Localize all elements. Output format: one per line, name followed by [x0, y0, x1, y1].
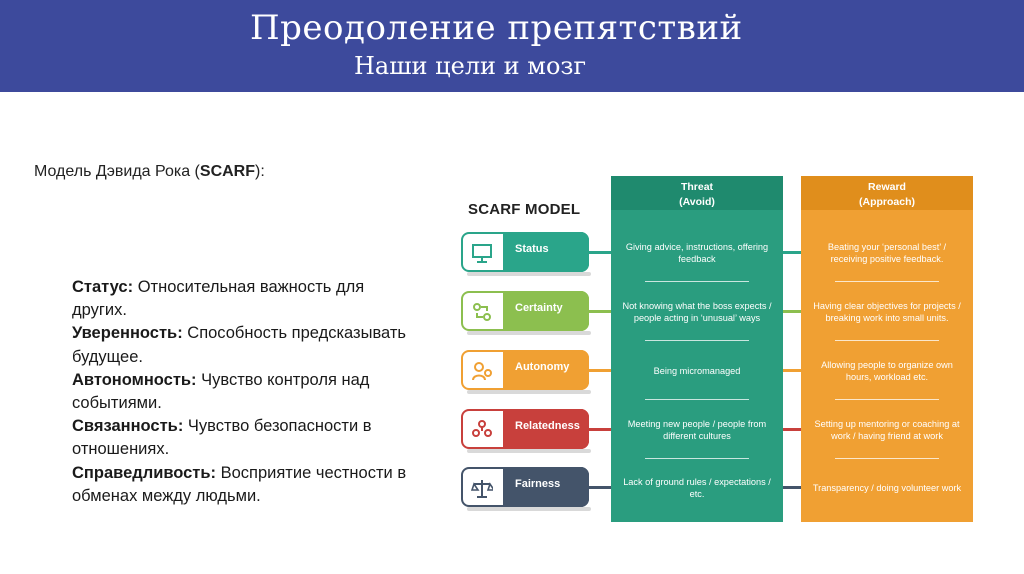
cell-separator	[835, 340, 939, 341]
row-shadow	[467, 390, 591, 394]
row-label-pill	[503, 350, 589, 390]
threat-cell-status: Giving advice, instructions, offering feedback	[625, 241, 769, 264]
diagram-title: SCARF MODEL	[468, 201, 581, 218]
definition-fairness	[72, 462, 417, 508]
definition-status	[72, 276, 417, 322]
scarf-row-autonomy	[461, 350, 589, 390]
connector-line	[783, 428, 801, 431]
cell-separator	[835, 281, 939, 282]
definition-text: Чувство безопасности в отношениях.	[72, 417, 372, 459]
intro-text	[34, 163, 265, 181]
definition-relatedness	[72, 415, 417, 461]
slide-subtitle: Наши цели и мозг	[354, 52, 587, 80]
scales-icon	[471, 477, 493, 499]
slide-title: Преодоление препятствий	[250, 8, 743, 48]
threat-header-subtitle: (Avoid)	[679, 196, 715, 208]
reward-cell-autonomy: Allowing people to organize own hours, workload etc.	[821, 359, 953, 382]
definition-certainty	[72, 322, 417, 368]
reward-header-title: Reward	[868, 181, 906, 193]
reward-header-subtitle: (Approach)	[859, 196, 915, 208]
reward-cell-fairness: Transparency / doing volunteer work	[812, 482, 962, 493]
threat-cell-fairness: Lack of ground rules / expectations / etc.	[623, 476, 771, 499]
intro-bold: SCARF	[199, 163, 255, 180]
connector-line	[589, 369, 611, 372]
row-label-text: Certainty	[515, 302, 563, 314]
intro-prefix: Модель Дэвида Рока (	[34, 163, 200, 180]
definition-term: Справедливость:	[72, 463, 217, 482]
reward-body	[801, 210, 973, 522]
threat-body	[611, 210, 783, 522]
definitions-list	[72, 276, 417, 508]
cell-separator	[645, 458, 749, 459]
row-label-text: Fairness	[515, 478, 561, 490]
row-label-text: Autonomy	[515, 361, 570, 373]
row-label-pill	[503, 232, 589, 272]
cell-separator	[645, 340, 749, 341]
definition-text: Восприятие честности в обменах между людьми.	[72, 463, 407, 505]
row-label-pill	[503, 409, 589, 449]
definition-text: Относительная важность для других.	[72, 278, 365, 320]
definition-term: Автономность:	[72, 370, 197, 389]
scarf-row-fairness	[461, 467, 589, 507]
person-cog-icon	[471, 360, 493, 382]
definition-text: Чувство контроля над событиями.	[72, 370, 370, 413]
people-exchange-icon	[471, 301, 493, 323]
scarf-row-relatedness	[461, 409, 589, 449]
row-label-text: Status	[515, 243, 549, 255]
connector-line	[589, 486, 611, 489]
reward-cell-status: Beating your ‘personal best’ / receiving positive feedback.	[827, 241, 947, 264]
scarf-diagram	[455, 170, 985, 530]
connector-line	[783, 369, 801, 372]
intro-suffix: ):	[255, 163, 265, 180]
row-shadow	[467, 507, 591, 511]
threat-column	[611, 176, 783, 522]
cell-separator	[645, 399, 749, 400]
connector-line	[589, 310, 611, 313]
row-shadow	[467, 331, 591, 335]
reward-cell-certainty: Having clear objectives for projects / breaking work into small units.	[813, 300, 961, 323]
reward-column	[801, 176, 973, 522]
connector-line	[783, 310, 801, 313]
connector-line	[783, 251, 801, 254]
row-label-text: Relatedness	[515, 420, 580, 432]
definition-text: Способность предсказывать будущее.	[72, 324, 406, 366]
threat-cell-certainty: Not knowing what the boss expects / people acting in ‘unusual’ ways	[622, 300, 772, 323]
threat-header-title: Threat	[680, 181, 714, 193]
cell-separator	[645, 281, 749, 282]
definition-autonomy	[72, 369, 417, 415]
row-shadow	[467, 449, 591, 453]
reward-cell-relatedness: Setting up mentoring or coaching at work / having friend at work	[814, 418, 960, 441]
cell-separator	[835, 399, 939, 400]
presentation-icon	[471, 242, 493, 264]
slide-header	[0, 0, 1024, 92]
scarf-row-certainty	[461, 291, 589, 331]
team-icon	[471, 419, 493, 441]
connector-line	[783, 486, 801, 489]
scarf-row-status	[461, 232, 589, 272]
threat-cell-relatedness: Meeting new people / people from different cultures	[627, 418, 767, 441]
row-shadow	[467, 272, 591, 276]
connector-line	[589, 251, 611, 254]
definition-term: Связанность:	[72, 417, 184, 436]
connector-line	[589, 428, 611, 431]
threat-cell-autonomy: Being micromanaged	[653, 365, 741, 376]
cell-separator	[835, 458, 939, 459]
definition-term: Уверенность:	[72, 324, 183, 343]
definition-term: Статус:	[72, 278, 134, 296]
row-label-pill	[503, 291, 589, 331]
row-label-pill	[503, 467, 589, 507]
